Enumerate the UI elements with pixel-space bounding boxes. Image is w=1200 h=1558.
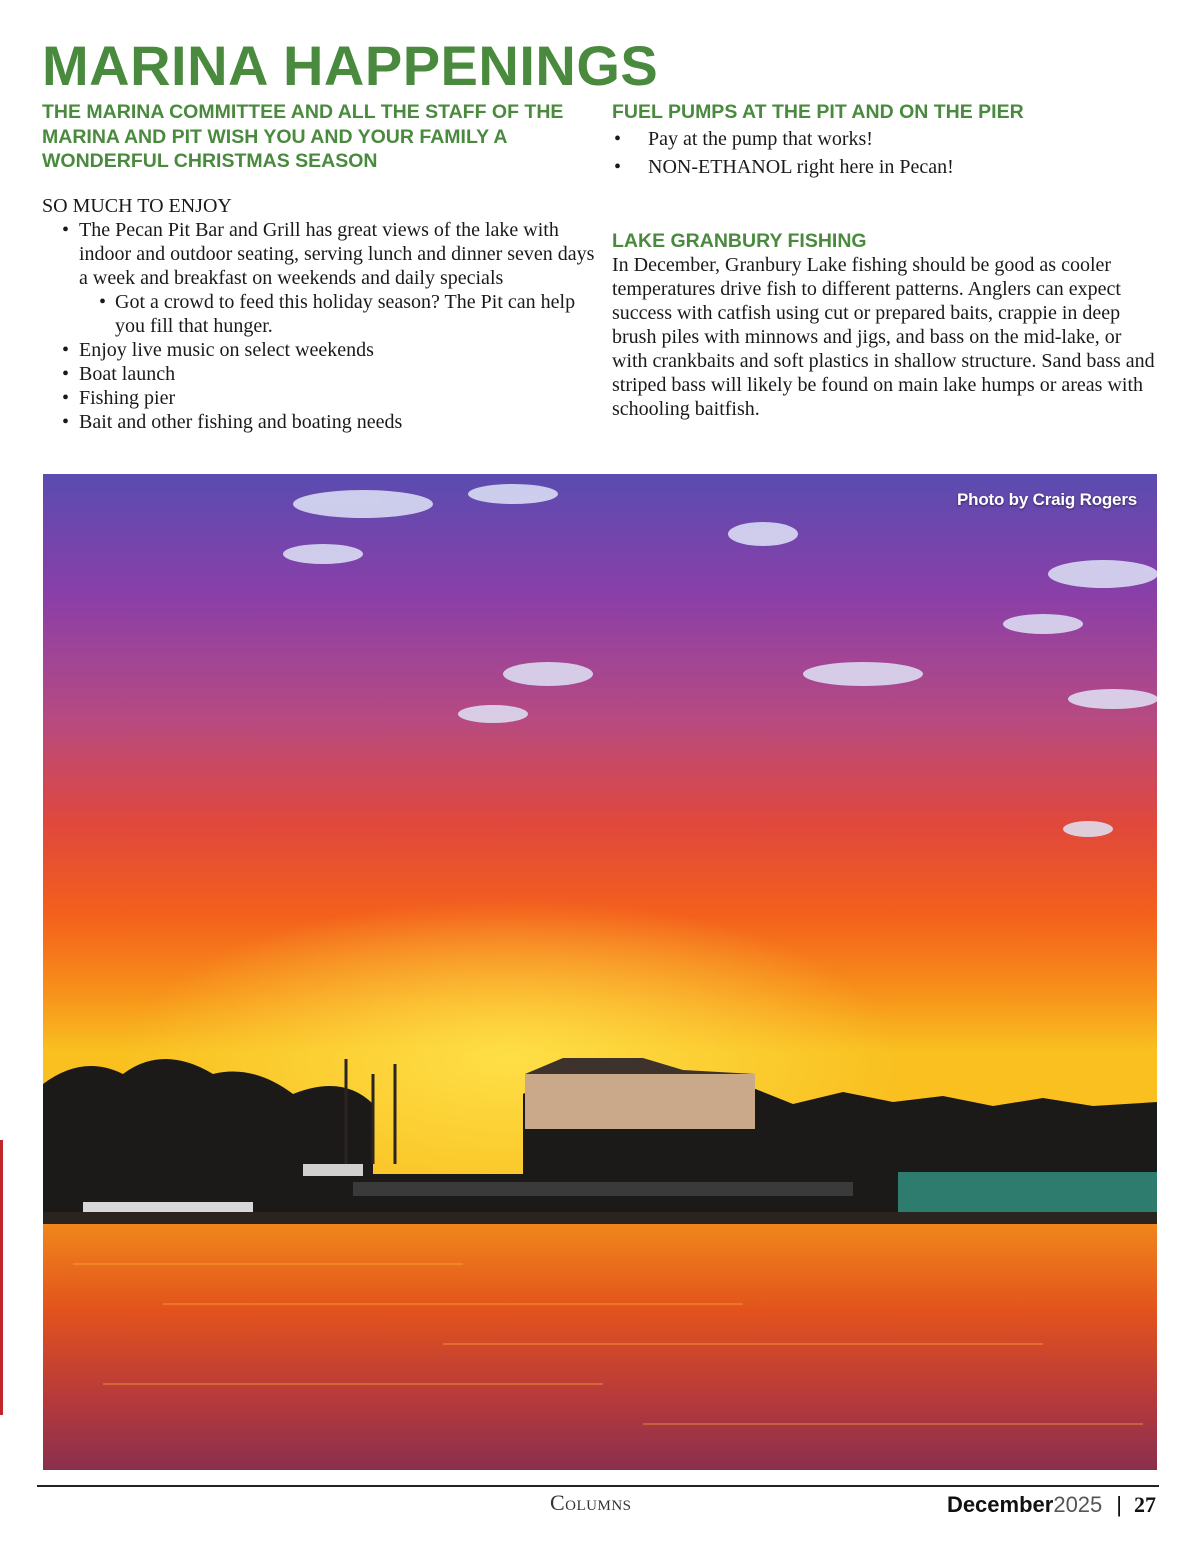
photo-illustration — [43, 474, 1157, 1470]
right-column — [612, 100, 1160, 421]
fishing-paragraph: In December, Granbury Lake fishing should be good as cooler temperatures drive fish to different patterns. Anglers can expect success with catfish using cut or prepared baits, crappie in deep brush piles with minnows and jigs, and bass on the mid-lake, or with crankbaits and soft plastics in shallow structure. Sand bass and striped bass will likely be found on main lake humps or areas with schooling baitfish. — [612, 254, 1155, 420]
list-item: • Boat launch — [42, 362, 602, 386]
page-title: MARINA HAPPENINGS — [42, 34, 659, 97]
footer-separator: | — [1116, 1492, 1122, 1517]
enjoy-heading: SO MUCH TO ENJOY — [42, 194, 232, 217]
list-item: • NON-ETHANOL right here in Pecan! — [612, 153, 1160, 181]
publication-name: Columns — [550, 1490, 632, 1515]
fuel-list — [612, 125, 1160, 181]
footer-year: 2025 — [1053, 1492, 1103, 1517]
list-item: • Pay at the pump that works! — [612, 125, 1160, 153]
list-item: • The Pecan Pit Bar and Grill has great views of the lake with indoor and outdoor seating, serving lunch and dinner seven days a week and breakfast on weekends and daily specials • Got a crowd to feed this holiday season? The Pit can help you fill that hunger. — [42, 218, 602, 338]
list-item: • Bait and other fishing and boating needs — [42, 410, 602, 434]
fuel-pumps-heading: FUEL PUMPS AT THE PIT AND ON THE PIER — [612, 101, 1024, 123]
list-item: • Enjoy live music on select weekends — [42, 338, 602, 362]
boat-dock-roof — [898, 1172, 1157, 1212]
sunset-lake-photo — [43, 474, 1157, 1470]
sub-list — [79, 290, 602, 338]
holiday-greeting-heading: THE MARINA COMMITTEE AND ALL THE STAFF OF THE MARINA AND PIT WISH YOU AND YOUR FAMILY A WONDERFUL CHRISTMAS SEASON — [42, 101, 564, 172]
house — [525, 1074, 755, 1129]
left-column — [42, 100, 602, 434]
fishing-heading: LAKE GRANBURY FISHING — [612, 229, 867, 252]
amenities-list — [42, 218, 602, 434]
list-item: • Fishing pier — [42, 386, 602, 410]
list-item: • Got a crowd to feed this holiday season? The Pit can help you fill that hunger. — [79, 290, 602, 338]
photo-credit: Photo by Craig Rogers — [957, 490, 1137, 509]
footer-date-page — [947, 1492, 1156, 1518]
footer-divider — [37, 1485, 1159, 1487]
page-number: 27 — [1134, 1492, 1156, 1517]
footer-month: December — [946, 1492, 1054, 1517]
page-edge-marker — [0, 1140, 3, 1415]
